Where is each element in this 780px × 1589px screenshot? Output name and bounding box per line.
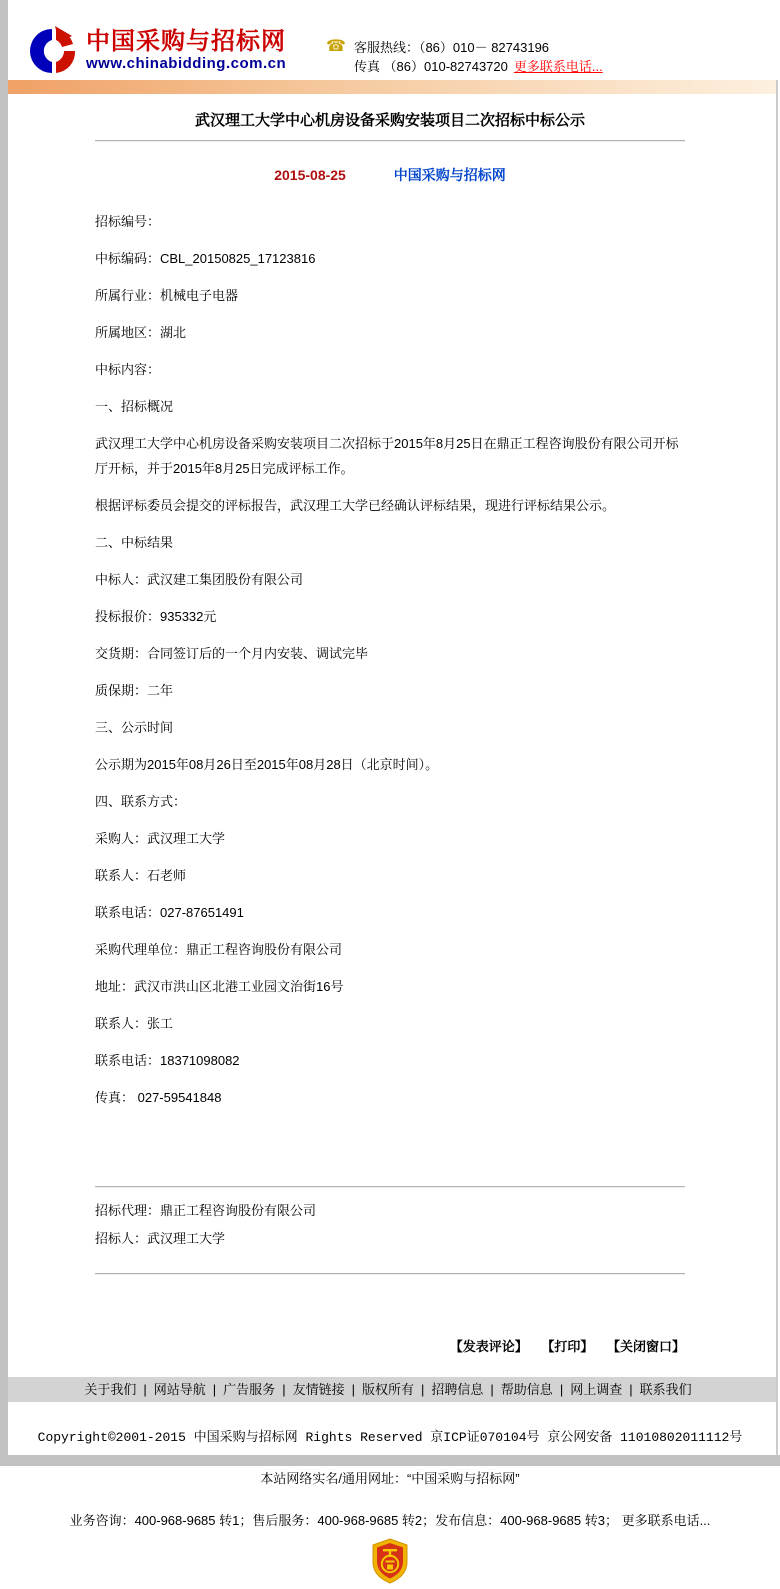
article-paragraph: 联系电话：18371098082 <box>95 1053 240 1068</box>
signature-divider <box>95 1273 685 1274</box>
article-paragraph: 质保期：二年 <box>95 683 174 698</box>
footer-nav <box>0 1377 776 1402</box>
footer-nav-item[interactable]: 网上调查 <box>570 1382 623 1397</box>
source-link[interactable]: 中国采购与招标网 <box>393 167 506 183</box>
page-left-border <box>0 0 8 1466</box>
print-button[interactable]: 【打印】 <box>541 1339 594 1354</box>
header-divider-bar <box>8 80 776 94</box>
footer-nav-item[interactable]: 友情链接 <box>292 1382 345 1397</box>
article-paragraph: 四、联系方式： <box>95 794 187 809</box>
logo-text <box>86 29 286 73</box>
site-logo[interactable] <box>28 26 286 76</box>
nav-separator: | <box>212 1382 217 1397</box>
footer-nav-item[interactable]: 广告服务 <box>223 1382 276 1397</box>
body-divider <box>95 1186 685 1187</box>
dateline <box>95 165 685 185</box>
article-paragraph: 中标内容： <box>95 362 161 377</box>
close-window-button[interactable]: 【关闭窗口】 <box>606 1339 685 1354</box>
article-paragraph: 投标报价：935332元 <box>95 609 217 624</box>
article-paragraph: 招标编号： <box>95 214 161 229</box>
realname-line: 本站网络实名/通用网址：“中国采购与招标网” <box>260 1471 520 1486</box>
logo-swirl-icon <box>28 26 80 76</box>
tenderee-line: 招标人：武汉理工大学 <box>95 1231 226 1246</box>
nav-separator: | <box>421 1382 425 1397</box>
footer-nav-item[interactable]: 联系我们 <box>639 1382 692 1397</box>
article-paragraph: 地址：武汉市洪山区北港工业园文治街16号 <box>95 979 344 994</box>
article-body <box>95 209 685 1110</box>
announcement-article <box>95 109 685 1355</box>
service-contact-block <box>326 38 603 76</box>
footer-nav-item[interactable]: 版权所有 <box>361 1382 414 1397</box>
article-signature <box>95 1199 685 1251</box>
nav-separator: | <box>143 1382 147 1397</box>
nav-separator: | <box>282 1382 286 1397</box>
footer-badge-area <box>0 1538 780 1589</box>
title-divider <box>95 140 685 141</box>
article-paragraph: 中标人：武汉建工集团股份有限公司 <box>95 572 304 587</box>
article-paragraph: 交货期：合同签订后的一个月内安装、调试完毕 <box>95 646 369 661</box>
page-bottom-border <box>0 1455 780 1466</box>
article-paragraph: 联系电话：027-87651491 <box>95 905 244 920</box>
nav-separator: | <box>559 1382 564 1397</box>
article-paragraph: 根据评标委员会提交的评标报告，武汉理工大学已经确认评标结果，现进行评标结果公示。 <box>95 498 616 513</box>
telephone-icon: ☎ <box>326 38 346 55</box>
article-paragraph: 武汉理工大学中心机房设备采购安装项目二次招标于2015年8月25日在鼎正工程咨询股份有限公司开标厅开标，并于2015年8月25日完成评标工作。 <box>95 436 679 476</box>
service-phone-line: 业务咨询：400-968-9685 转1；售后服务：400-968-9685 转2；发布信息：400-968-9685 转3； 更多联系电话... <box>69 1513 711 1528</box>
article-paragraph: 联系人：石老师 <box>95 868 187 883</box>
more-contacts-link[interactable]: 更多联系电话... <box>513 59 603 74</box>
nav-separator: | <box>629 1382 633 1397</box>
site-url[interactable]: www.chinabidding.com.cn <box>86 55 287 72</box>
fax-text: 传真 （86）010-82743720 <box>353 59 508 74</box>
footer-nav-item[interactable]: 招聘信息 <box>431 1382 484 1397</box>
nav-separator: | <box>351 1382 355 1397</box>
article-paragraph: 中标编码：CBL_20150825_17123816 <box>95 251 316 266</box>
red-shield-badge-icon[interactable] <box>371 1538 409 1584</box>
nav-separator: | <box>490 1382 494 1397</box>
article-paragraph: 所属地区：湖北 <box>95 325 187 340</box>
article-paragraph: 公示期为2015年08月26日至2015年08月28日（北京时间）。 <box>95 757 439 772</box>
copyright-line: Copyright©2001-2015 中国采购与招标网 Rights Reserved 京ICP证070104号 京公网安备 11010802011112号 <box>37 1430 743 1445</box>
page-title: 武汉理工大学中心机房设备采购安装项目二次招标中标公示 <box>194 112 585 129</box>
article-paragraph: 二、中标结果 <box>95 535 174 550</box>
article-paragraph: 联系人：张工 <box>95 1016 174 1031</box>
site-header <box>8 0 780 80</box>
footer-nav-item[interactable]: 帮助信息 <box>500 1382 553 1397</box>
publish-date: 2015-08-25 <box>274 167 346 183</box>
footer-nav-item[interactable]: 关于我们 <box>84 1382 137 1397</box>
article-paragraph: 一、招标概况 <box>95 399 174 414</box>
article-paragraph: 采购人：武汉理工大学 <box>95 831 226 846</box>
agency-line: 招标代理：鼎正工程咨询股份有限公司 <box>95 1203 317 1218</box>
site-name: 中国采购与招标网 <box>86 28 286 55</box>
hotline-text: 客服热线：（86）010－ 82743196 <box>353 40 550 55</box>
article-paragraph: 所属行业：机械电子电器 <box>95 288 239 303</box>
article-paragraph: 三、公示时间 <box>95 720 174 735</box>
article-paragraph: 采购代理单位：鼎正工程咨询股份有限公司 <box>95 942 343 957</box>
footer-nav-item[interactable]: 网站导航 <box>153 1382 206 1397</box>
page-right-border <box>776 0 778 1466</box>
article-actions <box>95 1336 685 1355</box>
article-paragraph: 传真： 027-59541848 <box>95 1090 222 1105</box>
post-comment-button[interactable]: 【发表评论】 <box>449 1339 528 1354</box>
